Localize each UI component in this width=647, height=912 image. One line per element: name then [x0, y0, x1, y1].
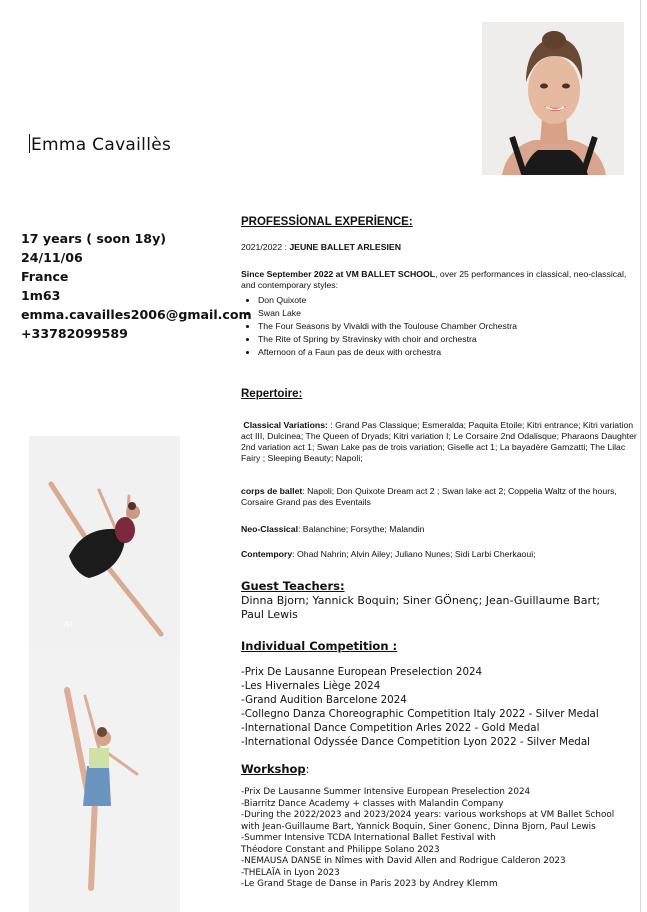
list-item: with Jean-Guillaume Bart, Yannick Boquin, Siner Gonenc, Dinna Bjorn, Paul Lewis: [241, 821, 596, 832]
repertoire-corps: corps de ballet: Napoli; Don Quixote Dream act 2 ; Swan lake act 2; Coppelia Waltz of the hours, Corsaire Grand pas des Eventails: [241, 486, 617, 507]
candidate-name: Emma Cavaillès: [31, 135, 172, 155]
section-heading-workshop: Workshop:: [241, 762, 310, 776]
personal-info: [21, 229, 252, 343]
list-item: • Don Quixote: [258, 294, 647, 307]
country: France: [21, 269, 69, 284]
list-item: • The Rite of Spring by Stravinsky with choir and orchestra: [258, 333, 647, 346]
dance-photo-leap: [29, 436, 180, 650]
list-item: -Summer Intensive TCDA International Ballet Festival with: [241, 833, 496, 843]
text-cursor: [29, 134, 30, 153]
list-item: Théodore Constant and Philippe Solano 2023: [241, 844, 440, 855]
list-item: -Prix De Lausanne European Preselection 2024: [241, 666, 483, 678]
photo-caption: A1: [64, 620, 74, 629]
birthdate: 24/11/06: [21, 250, 83, 265]
list-item: -THELAÏA in Lyon 2023: [241, 867, 340, 878]
list-item: -Prix De Lausanne Summer Intensive European Preselection 2024: [241, 787, 531, 797]
experience-line-2: Since September 2022 at VM BALLET SCHOOL, over 25 performances in classical, neo-classical, and contemporary styles:: [241, 269, 627, 290]
list-item: -Collegno Danza Choreographic Competition Italy 2022 - Silver Medal: [241, 708, 599, 720]
workshop-list: [241, 787, 643, 891]
list-item: -Les Hivernales Liège 2024: [241, 680, 381, 692]
repertoire-contemporary: Contempory: Ohad Nahrin; Alvin Ailey; Juliano Nunes; Sidi Larbi Cherkaoui;: [241, 549, 536, 559]
list-item: -Biarritz Dance Academy + classes with Malandin Company: [241, 798, 504, 809]
list-item: • Afternoon of a Faun pas de deux with orchestra: [258, 346, 647, 359]
list-item: -Le Grand Stage de Danse in Paris 2023 by Andrey Klemm: [241, 879, 498, 889]
list-item: -NEMAUSA DANSE in Nîmes with David Allen and Rodrigue Calderon 2023: [241, 856, 566, 866]
list-item: • The Four Seasons by Vivaldi with the Toulouse Chamber Orchestra: [258, 320, 647, 333]
height: 1m63: [21, 288, 61, 303]
section-heading-competition: Individual Competition :: [241, 639, 398, 653]
portrait-photo: [482, 22, 624, 175]
list-item: -International Dance Competition Arles 2022 - Gold Medal: [241, 722, 540, 734]
experience-line-1: 2021/2022 : JEUNE BALLET ARLESIEN: [241, 242, 401, 252]
list-item: -Grand Audition Barcelone 2024: [241, 694, 407, 706]
section-heading-experience: PROFESSİONAL EXPERİENCE:: [241, 216, 413, 228]
dance-photo-extension: [29, 650, 180, 912]
competition-list: [241, 665, 643, 749]
section-heading-guest-teachers: Guest Teachers:: [241, 579, 345, 593]
list-item: -International Odyssée Dance Competition Lyon 2022 - Silver Medal: [241, 736, 591, 748]
guest-teachers-list: Dinna Bjorn; Yannick Boquin; Siner GÖnenç; Jean-Guillaume Bart; Paul Lewis: [241, 594, 601, 621]
age: 17 years ( soon 18y): [21, 231, 167, 246]
repertoire-neo-classical: Neo-Classical: Balanchine; Forsythe; Malandin: [241, 524, 425, 534]
email-link[interactable]: emma.cavailles2006@gmail.com: [21, 307, 252, 322]
list-item: • Swan Lake: [258, 307, 647, 320]
phone: +33782099589: [21, 326, 128, 341]
list-item: -During the 2022/2023 and 2023/2024 years: various workshops at VM Ballet School: [241, 810, 615, 820]
experience-list: [241, 294, 647, 359]
section-heading-repertoire: Repertoire:: [241, 388, 303, 400]
repertoire-classical: Classical Variations: : Grand Pas Classique; Esmeralda; Paquita Etoile; Kitri entrance; Kitri variation act III, Dulcinea; The Queen of Dryads; Kitri variation I; Le Corsaire 2nd Odalisque; Pharaons Daughter 2nd variation act 1; Swan Lake pas de trois variation; Giselle act 1; La bayadère Gamzatti; The Lilac Fairy ; Sleeping Beauty; Napoli;: [241, 420, 637, 463]
